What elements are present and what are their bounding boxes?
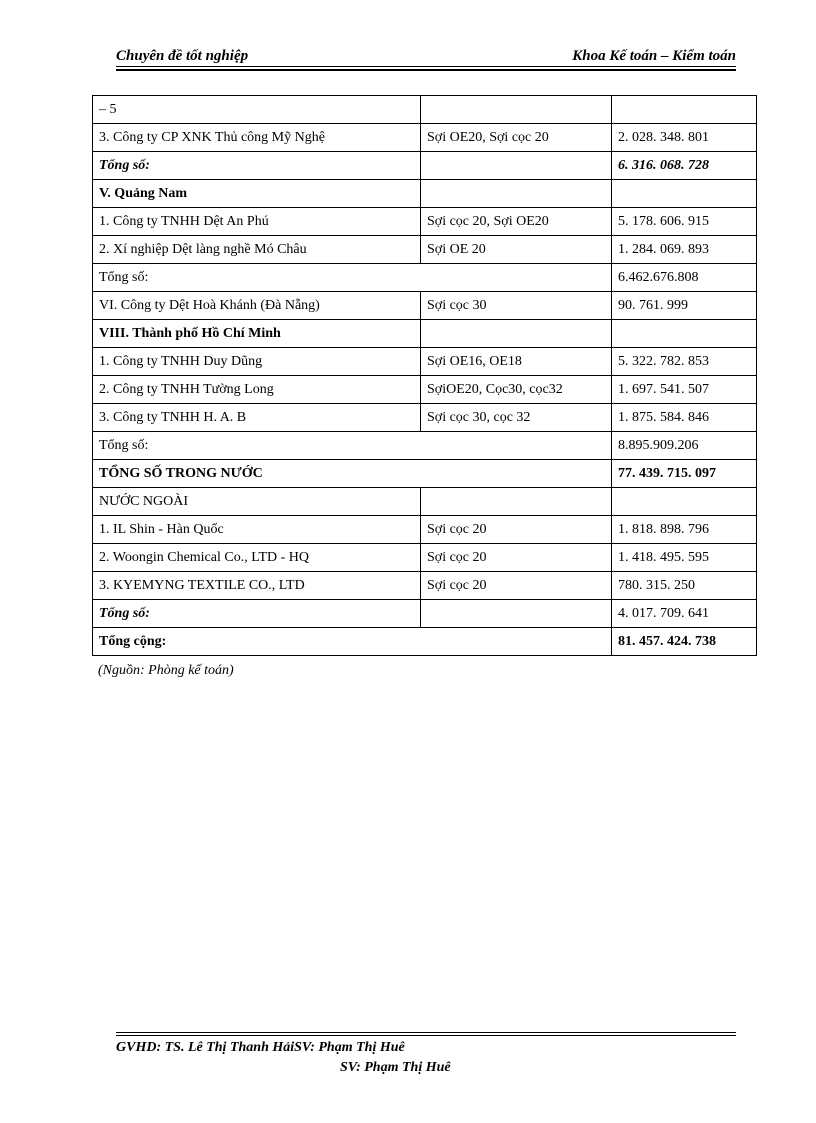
table-cell-c1: V. Quảng Nam bbox=[93, 180, 421, 208]
table-cell-c3: 6.462.676.808 bbox=[612, 264, 757, 292]
revenue-table-body bbox=[93, 96, 757, 656]
revenue-table bbox=[92, 95, 757, 656]
table-cell-c2 bbox=[421, 152, 612, 180]
table-cell-c2: Sợi cọc 20 bbox=[421, 544, 612, 572]
table-row bbox=[93, 264, 757, 292]
table-cell-c1: VIII. Thành phố Hồ Chí Minh bbox=[93, 320, 421, 348]
table-row bbox=[93, 180, 757, 208]
footer-line-2: SV: Phạm Thị Huê bbox=[340, 1060, 451, 1075]
page-header bbox=[116, 48, 736, 68]
table-cell-c2: Sợi OE 20 bbox=[421, 236, 612, 264]
table-cell-c1: NƯỚC NGOÀI bbox=[93, 488, 421, 516]
table-row bbox=[93, 376, 757, 404]
table-cell-c2: Sợi cọc 20, Sợi OE20 bbox=[421, 208, 612, 236]
table-cell-c1: Tổng số: bbox=[93, 600, 421, 628]
table-cell-c3: 6. 316. 068. 728 bbox=[612, 152, 757, 180]
header-rule-thick bbox=[116, 69, 736, 71]
table-row bbox=[93, 460, 757, 488]
table-row bbox=[93, 572, 757, 600]
table-cell-c3: 5. 178. 606. 915 bbox=[612, 208, 757, 236]
table-cell-c3: 8.895.909.206 bbox=[612, 432, 757, 460]
table-cell-c3: 780. 315. 250 bbox=[612, 572, 757, 600]
table-cell-c2 bbox=[421, 180, 612, 208]
table-row bbox=[93, 320, 757, 348]
table-row bbox=[93, 488, 757, 516]
table-row bbox=[93, 404, 757, 432]
table-cell-c2: Sợi OE20, Sợi cọc 20 bbox=[421, 124, 612, 152]
table-cell-c3: 2. 028. 348. 801 bbox=[612, 124, 757, 152]
table-cell-c1: Tổng cộng: bbox=[93, 628, 612, 656]
table-row bbox=[93, 124, 757, 152]
table-cell-c3: 1. 418. 495. 595 bbox=[612, 544, 757, 572]
table-cell-c2: Sợi cọc 30 bbox=[421, 292, 612, 320]
table-cell-c1: Tổng số: bbox=[93, 152, 421, 180]
page-footer bbox=[116, 1038, 451, 1078]
table-row bbox=[93, 348, 757, 376]
header-right-title: Khoa Kế toán – Kiểm toán bbox=[572, 48, 736, 64]
table-cell-c3 bbox=[612, 488, 757, 516]
table-cell-c1: 1. Công ty TNHH Dệt An Phú bbox=[93, 208, 421, 236]
table-cell-c3: 4. 017. 709. 641 bbox=[612, 600, 757, 628]
table-cell-c2: SợiOE20, Cọc30, cọc32 bbox=[421, 376, 612, 404]
table-cell-c2: Sợi cọc 30, cọc 32 bbox=[421, 404, 612, 432]
table-cell-c1: 3. Công ty TNHH H. A. B bbox=[93, 404, 421, 432]
footer-line-1: GVHD: TS. Lê Thị Thanh HảiSV: Phạm Thị Huê bbox=[116, 1040, 405, 1055]
table-row bbox=[93, 544, 757, 572]
source-note: (Nguồn: Phòng kế toán) bbox=[98, 663, 234, 678]
table-cell-c3: 1. 697. 541. 507 bbox=[612, 376, 757, 404]
table-cell-c1: 3. Công ty CP XNK Thủ công Mỹ Nghệ bbox=[93, 124, 421, 152]
footer-rule-bottom bbox=[116, 1035, 736, 1036]
table-row bbox=[93, 600, 757, 628]
table-row bbox=[93, 208, 757, 236]
table-cell-c1: Tổng số: bbox=[93, 432, 612, 460]
table-cell-c2 bbox=[421, 320, 612, 348]
table-row bbox=[93, 292, 757, 320]
table-row bbox=[93, 432, 757, 460]
table-row bbox=[93, 96, 757, 124]
table-row bbox=[93, 628, 757, 656]
table-cell-c2 bbox=[421, 600, 612, 628]
table-cell-c3: 1. 875. 584. 846 bbox=[612, 404, 757, 432]
table-cell-c2 bbox=[421, 488, 612, 516]
table-cell-c3 bbox=[612, 320, 757, 348]
table-cell-c1: 1. IL Shin - Hàn Quốc bbox=[93, 516, 421, 544]
table-cell-c3: 90. 761. 999 bbox=[612, 292, 757, 320]
table-cell-c3: 1. 284. 069. 893 bbox=[612, 236, 757, 264]
table-cell-c3: 1. 818. 898. 796 bbox=[612, 516, 757, 544]
table-cell-c3: 81. 457. 424. 738 bbox=[612, 628, 757, 656]
table-cell-c1: 3. KYEMYNG TEXTILE CO., LTD bbox=[93, 572, 421, 600]
table-cell-c3: 77. 439. 715. 097 bbox=[612, 460, 757, 488]
table-cell-c1: 2. Công ty TNHH Tường Long bbox=[93, 376, 421, 404]
table-cell-c1: 2. Woongin Chemical Co., LTD - HQ bbox=[93, 544, 421, 572]
footer-rule-top bbox=[116, 1032, 736, 1033]
table-cell-c1: TỔNG SỐ TRONG NƯỚC bbox=[93, 460, 612, 488]
table-cell-c2: Sợi cọc 20 bbox=[421, 516, 612, 544]
table-cell-c1: Tổng số: bbox=[93, 264, 612, 292]
table-cell-c2 bbox=[421, 96, 612, 124]
table-cell-c1: 2. Xí nghiệp Dệt làng nghề Mó Châu bbox=[93, 236, 421, 264]
table-cell-c1: VI. Công ty Dệt Hoà Khánh (Đà Nẵng) bbox=[93, 292, 421, 320]
table-cell-c3 bbox=[612, 96, 757, 124]
table-row bbox=[93, 516, 757, 544]
table-cell-c2: Sợi cọc 20 bbox=[421, 572, 612, 600]
table-cell-c3 bbox=[612, 180, 757, 208]
table-row bbox=[93, 152, 757, 180]
header-left-title: Chuyên đề tốt nghiệp bbox=[116, 48, 249, 64]
table-cell-c1: 1. Công ty TNHH Duy Dũng bbox=[93, 348, 421, 376]
header-rule-thin bbox=[116, 66, 736, 67]
table-cell-c1: – 5 bbox=[93, 96, 421, 124]
table-row bbox=[93, 236, 757, 264]
table-cell-c2: Sợi OE16, OE18 bbox=[421, 348, 612, 376]
table-cell-c3: 5. 322. 782. 853 bbox=[612, 348, 757, 376]
